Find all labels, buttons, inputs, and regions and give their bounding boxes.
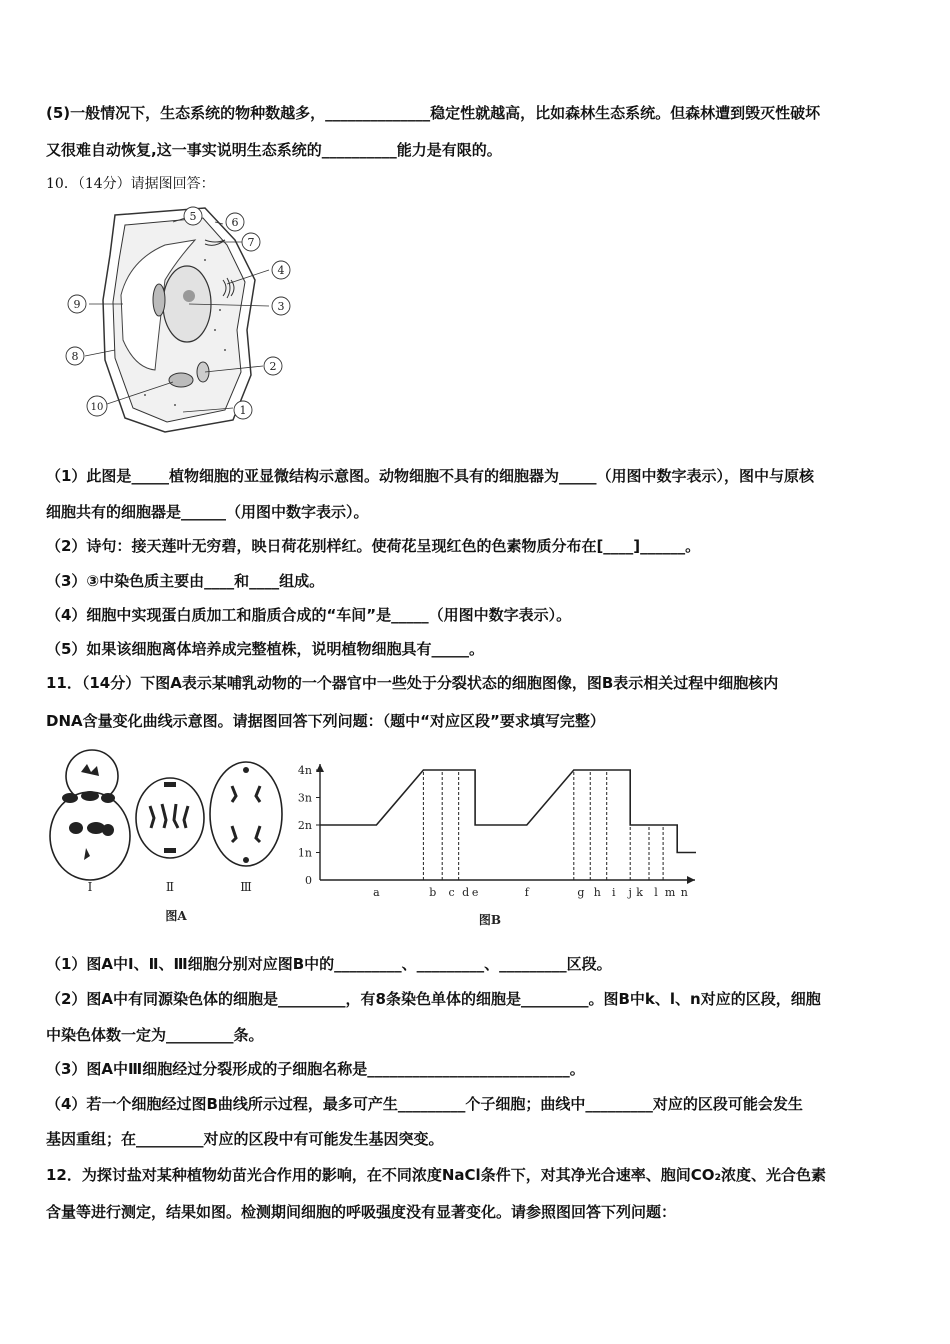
q10-s1a: （1）此图是_____植物细胞的亚显微结构示意图。动物细胞不具有的细胞器为_____（用图中数字表示），图中与原核 <box>46 467 814 485</box>
segment-label-c: c <box>448 886 455 899</box>
chloroplast <box>169 373 193 387</box>
q10-s4: （4）细胞中实现蛋白质加工和脂质合成的“车间”是_____（用图中数字表示）。 <box>46 606 572 624</box>
y-axis-arrow <box>316 764 324 772</box>
q11-s2a: （2）图A中有同源染色体的细胞是_________，有8条染色单体的细胞是_________。图B中k、l、n对应的区段，细胞 <box>46 990 821 1008</box>
figure-b-caption: 图B <box>478 913 502 927</box>
label-6: 6 <box>231 216 239 229</box>
q11-s2b: 中染色体数一定为_________条。 <box>46 1026 264 1044</box>
label-5: 5 <box>189 210 197 223</box>
segment-label-l: l <box>654 886 658 899</box>
q12-line2: 含量等进行测定，结果如图。检测期间细胞的呼吸强度没有显著变化。请参照图回答下列问题： <box>46 1203 677 1221</box>
label-i: Ⅰ <box>87 880 93 894</box>
q11-s4b: 基因重组；在_________对应的区段中有可能发生基因突变。 <box>46 1130 444 1148</box>
segment-label-g: g <box>577 886 585 899</box>
label-8: 8 <box>71 350 79 363</box>
cell-1 <box>50 792 130 880</box>
dna-content-line <box>320 770 696 853</box>
y-tick-label: 0 <box>305 874 312 887</box>
label-3: 3 <box>277 300 285 313</box>
y-tick-label: 3n <box>297 791 312 805</box>
q11-header: 11．（14分）下图A表示某哺乳动物的一个器官中一些处于分裂状态的细胞图像，图B表示相关过程中细胞核内 <box>46 674 779 692</box>
segment-label-d: d <box>462 886 470 899</box>
segment-label-f: f <box>524 886 529 899</box>
q12-line1: 12．为探讨盐对某种植物幼苗光合作用的影响，在不同浓度NaCl条件下，对其净光合速率、胞间CO₂浓度、光合色素 <box>46 1166 827 1184</box>
figure-b-chart <box>290 752 710 932</box>
q10-s3: （3）③中染色质主要由____和____组成。 <box>46 572 325 590</box>
label-4: 4 <box>277 264 285 277</box>
q11-s3: （3）图A中Ⅲ细胞经过分裂形成的子细胞名称是___________________________。 <box>46 1060 585 1078</box>
q9-line2: 又很难自动恢复,这一事实说明生态系统的__________能力是有限的。 <box>46 141 502 159</box>
q10-s2: （2）诗句：接天莲叶无穷碧，映日荷花别样红。使荷花呈现红色的色素物质分布在[____]______。 <box>46 537 701 555</box>
y-tick-label: 4n <box>297 764 312 777</box>
y-tick-label: 1n <box>297 846 312 860</box>
segment-label-m: m <box>664 886 676 899</box>
segment-label-h: h <box>593 886 601 899</box>
segment-label-n: n <box>680 886 688 899</box>
q10-s5: （5）如果该细胞离体培养成完整植株，说明植物细胞具有_____。 <box>46 640 484 658</box>
label-1: 1 <box>239 404 247 417</box>
segment-label-k: k <box>636 886 643 899</box>
q9-line1: (5)一般情况下，生态系统的物种数越多，______________稳定性就越高，比如森林生态系统。但森林遭到毁灭性破坏 <box>46 104 821 122</box>
nucleolus <box>183 290 195 302</box>
label-ii: Ⅱ <box>165 880 175 894</box>
segment-label-e: e <box>471 886 479 899</box>
q11-header2: DNA含量变化曲线示意图。请据图回答下列问题：（题中“对应区段”要求填写完整） <box>46 712 605 730</box>
chloroplast <box>153 284 165 316</box>
segment-label-b: b <box>429 886 437 899</box>
cell-3 <box>210 762 282 866</box>
segment-label-j: j <box>628 886 632 899</box>
segment-label-i: i <box>611 886 616 899</box>
label-2: 2 <box>269 360 277 373</box>
label-9: 9 <box>73 298 81 311</box>
chart-axes <box>316 764 695 884</box>
figure-a-caption: 图A <box>165 909 187 923</box>
segment-label-a: a <box>373 886 380 899</box>
q10-header: 10．（14分）请据图回答： <box>46 176 215 192</box>
q10-s1b: 细胞共有的细胞器是______（用图中数字表示）。 <box>46 503 369 521</box>
label-7: 7 <box>247 236 255 249</box>
plant-cell-diagram <box>55 200 305 440</box>
x-axis-arrow <box>687 876 695 884</box>
label-iii: Ⅲ <box>240 880 252 894</box>
q11-s4a: （4）若一个细胞经过图B曲线所示过程，最多可产生_________个子细胞；曲线中_________对应的区段可能会发生 <box>46 1095 803 1113</box>
figure-a <box>46 748 286 928</box>
label-10: 10 <box>90 402 104 413</box>
q11-s1: （1）图A中Ⅰ、Ⅱ、Ⅲ细胞分别对应图B中的_________、_________、_________区段。 <box>46 955 612 973</box>
y-tick-label: 2n <box>297 819 312 832</box>
cell-2 <box>136 778 204 858</box>
